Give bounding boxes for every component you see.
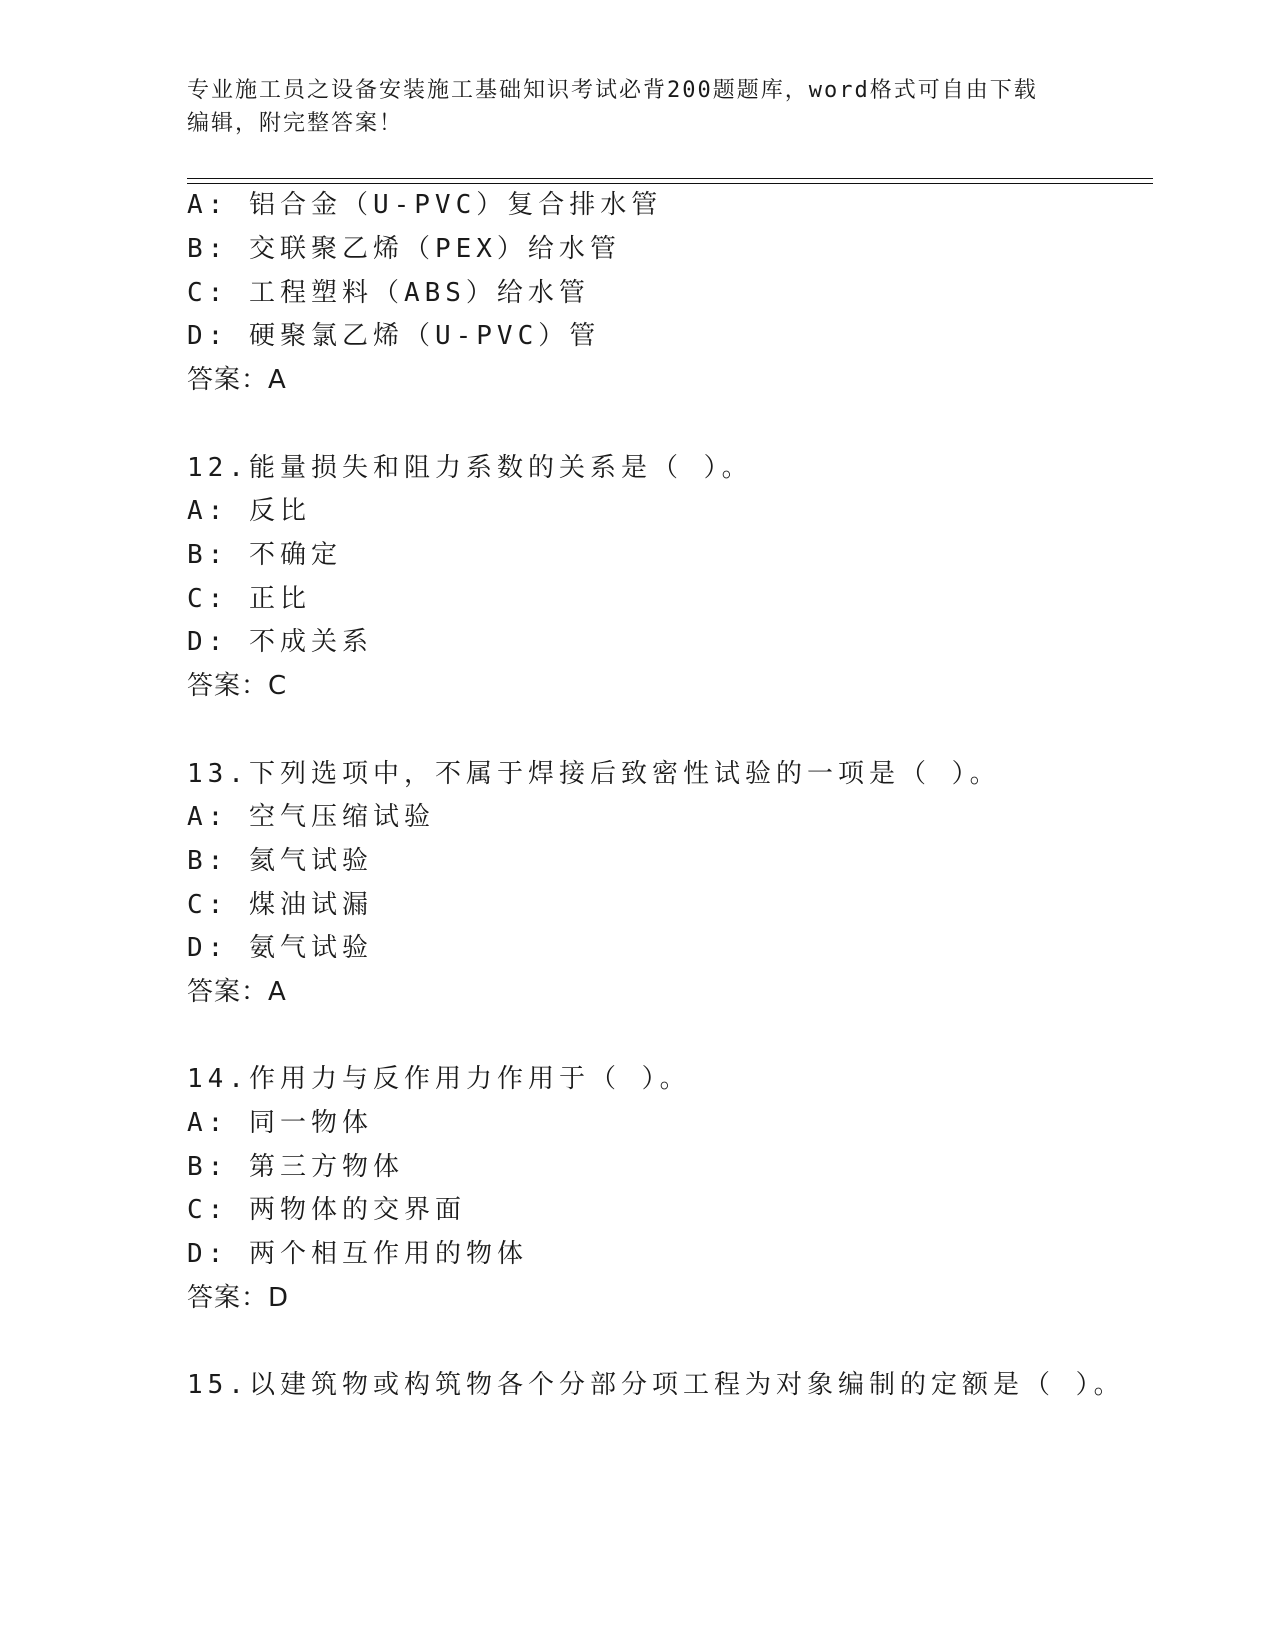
q13-stem: 13.下列选项中，不属于焊接后致密性试验的一项是（ ）。 (187, 759, 1001, 789)
q13-option-b: B: 氦气试验 (187, 846, 373, 876)
q13-option-d: D: 氨气试验 (187, 933, 373, 963)
q13-answer: 答案：A (187, 977, 287, 1007)
q15-stem: 15.以建筑物或构筑物各个分部分项工程为对象编制的定额是（ ）。 (187, 1370, 1125, 1400)
q12-answer: 答案：C (187, 671, 288, 701)
q14-option-c: C: 两物体的交界面 (187, 1195, 466, 1225)
q14-option-a: A: 同一物体 (187, 1108, 373, 1138)
q12-stem: 12.能量损失和阻力系数的关系是（ ）。 (187, 453, 753, 483)
document-header (187, 74, 1087, 140)
header-line-1: 专业施工员之设备安装施工基础知识考试必背200题题库，word格式可自由下载 (187, 78, 1038, 103)
q13-option-c: C: 煤油试漏 (187, 890, 373, 920)
q11-option-b: B: 交联聚乙烯（PEX）给水管 (187, 234, 621, 264)
q11-answer: 答案：A (187, 365, 287, 395)
q11-option-d: D: 硬聚氯乙烯（U-PVC）管 (187, 321, 601, 351)
q11-option-c: C: 工程塑料（ABS）给水管 (187, 278, 590, 308)
header-line-2: 编辑，附完整答案！ (187, 111, 404, 136)
q12-option-a: A: 反比 (187, 496, 311, 526)
q14-answer: 答案：D (187, 1283, 290, 1313)
q11-option-a: A: 铝合金（U-PVC）复合排水管 (187, 190, 663, 220)
header-divider-bottom (187, 183, 1153, 184)
q14-option-d: D: 两个相互作用的物体 (187, 1239, 528, 1269)
q12-option-d: D: 不成关系 (187, 627, 373, 657)
q12-option-c: C: 正比 (187, 584, 311, 614)
q14-stem: 14.作用力与反作用力作用于（ ）。 (187, 1064, 691, 1094)
q13-option-a: A: 空气压缩试验 (187, 802, 435, 832)
header-divider-top (187, 178, 1153, 179)
q14-option-b: B: 第三方物体 (187, 1152, 404, 1182)
q12-option-b: B: 不确定 (187, 540, 342, 570)
